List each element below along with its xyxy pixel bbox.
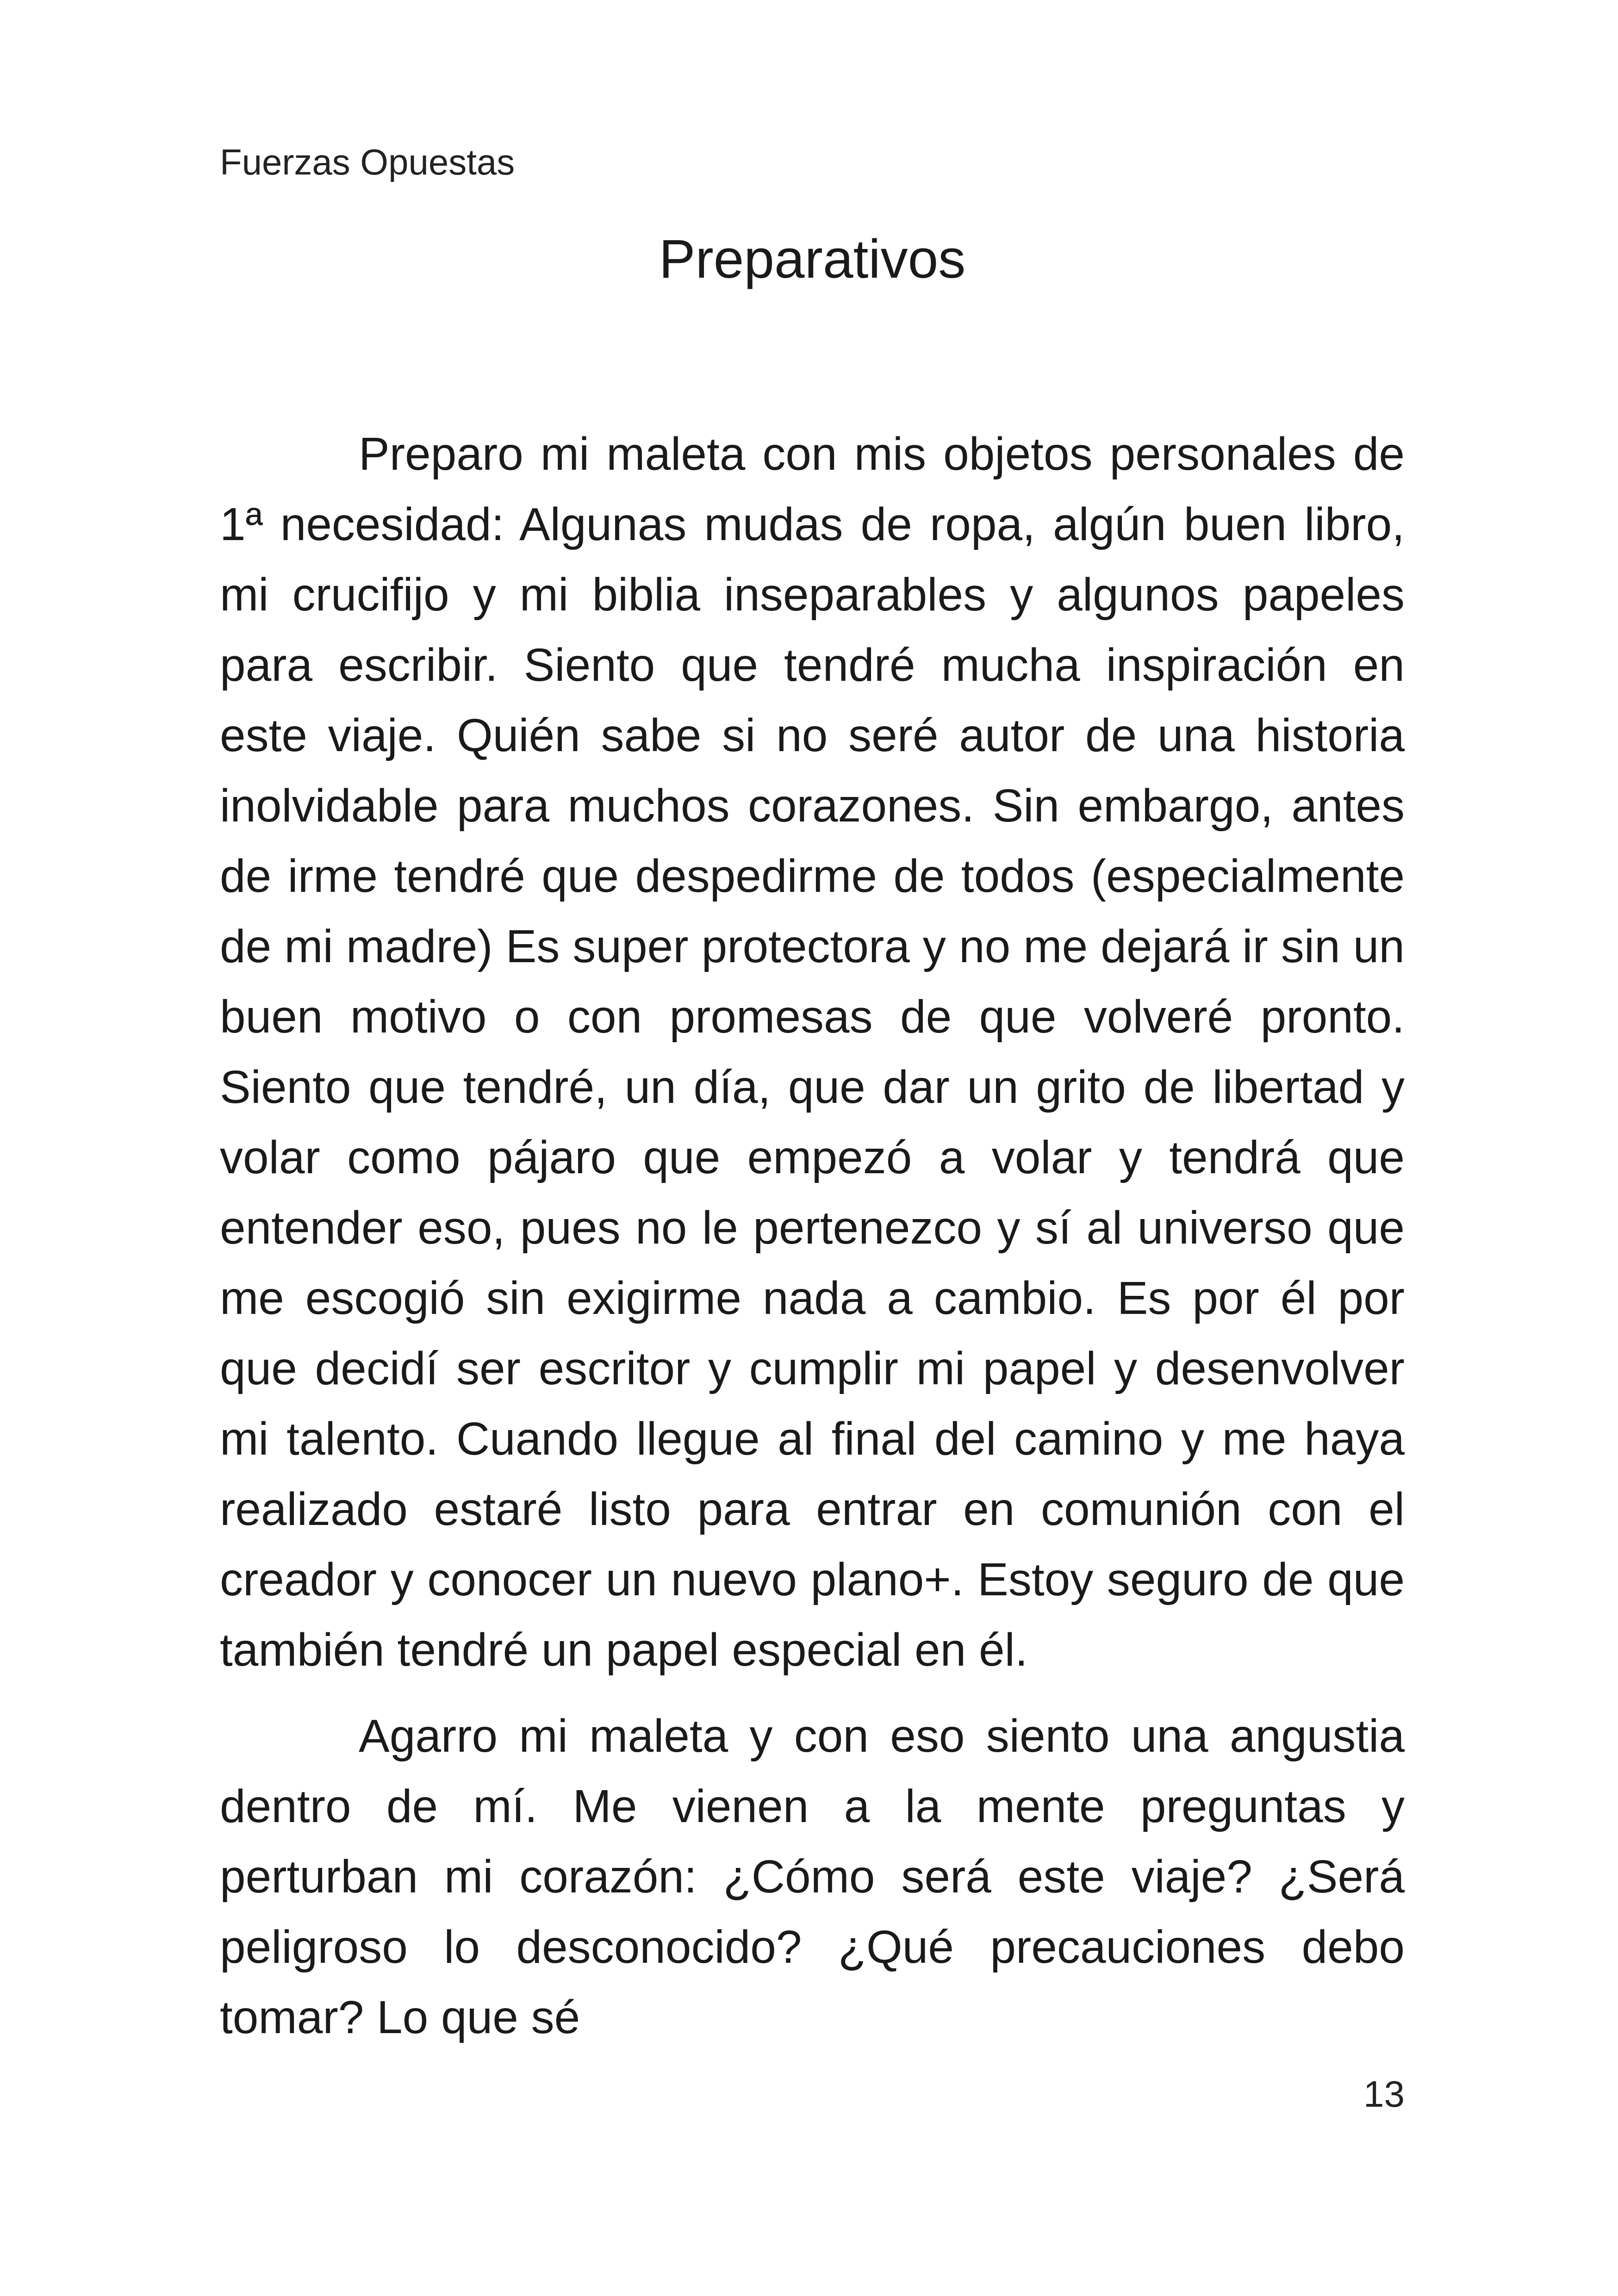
page-number: 13 xyxy=(1363,2073,1405,2115)
running-header: Fuerzas Opuestas xyxy=(220,142,515,182)
chapter-title: Preparativos xyxy=(659,229,966,290)
body-text xyxy=(220,419,1405,2068)
paragraph: Preparo mi maleta con mis objetos personales de 1ª necesidad: Algunas mudas de ropa, algún buen libro, mi crucifijo y mi biblia inseparables y algunos papeles para escribir. Siento que tendré mucha inspiración en este viaje. Quién sabe si no seré autor de una historia inolvidable para muchos corazones. Sin embargo, antes de irme tendré que despedirme de todos (especialmente de mi madre) Es super protectora y no me dejará ir sin un buen motivo o con promesas de que volveré pronto. Siento que tendré, un día, que dar un grito de libertad y volar como pájaro que empezó a volar y tendrá que entender eso, pues no le pertenezco y sí al universo que me escogió sin exigirme nada a cambio. Es por él por que decidí ser escritor y cumplir mi papel y desenvolver mi talento. Cuando llegue al final del camino y me haya realizado estaré listo para entrar en comunión con el creador y conocer un nuevo plano+. Estoy seguro de que también tendré un papel especial en él. xyxy=(220,428,1405,1676)
paragraph: Agarro mi maleta y con eso siento una angustia dentro de mí. Me vienen a la mente preguntas y perturban mi corazón: ¿Cómo será este viaje? ¿Será peligroso lo desconocido? ¿Qué precauciones debo tomar? Lo que sé xyxy=(220,1710,1405,2043)
